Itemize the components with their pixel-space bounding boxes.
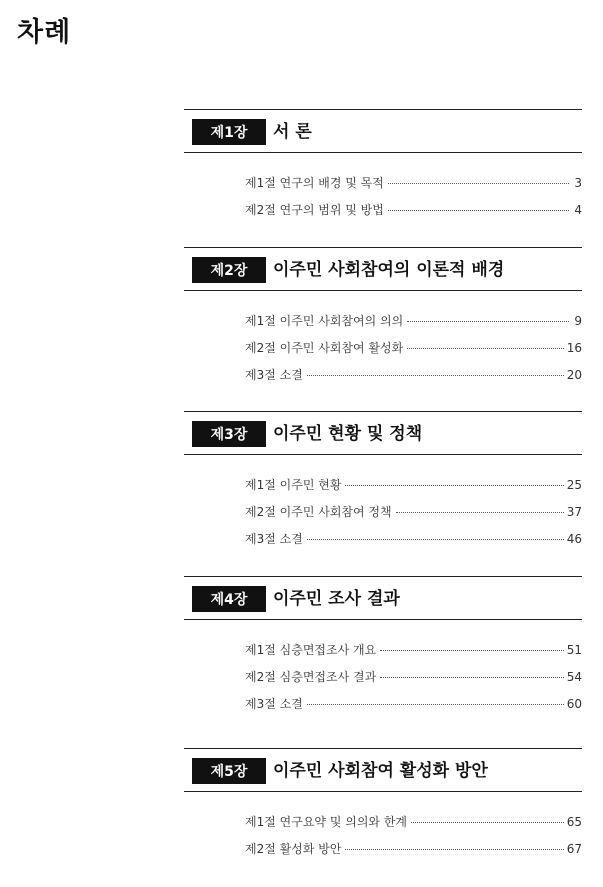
toc-entry[interactable] — [245, 366, 582, 393]
dot-leader — [345, 849, 563, 850]
chapter-4 — [184, 576, 582, 722]
dot-leader — [411, 822, 564, 823]
toc-entry[interactable] — [245, 174, 582, 201]
toc-entry[interactable] — [245, 840, 582, 867]
dot-leader — [388, 210, 569, 211]
chapter-2 — [184, 247, 582, 393]
chapter-label: 제4장 — [192, 586, 266, 612]
chapter-label: 제1장 — [192, 119, 266, 145]
page-number: 51 — [566, 643, 582, 657]
page-number: 9 — [574, 314, 582, 328]
page-number: 65 — [566, 815, 582, 829]
section-title: 제1절 심층면접조사 개요 — [245, 643, 377, 657]
section-list — [184, 312, 582, 393]
chapter-label: 제2장 — [192, 257, 266, 283]
chapter-header — [184, 109, 582, 153]
page-number: 37 — [566, 505, 582, 519]
section-title: 제2절 심층면접조사 결과 — [245, 670, 377, 684]
chapter-5 — [184, 748, 582, 867]
dot-leader — [407, 348, 564, 349]
toc-entry[interactable] — [245, 312, 582, 339]
toc-entry[interactable] — [245, 813, 582, 840]
chapter-title[interactable]: 이주민 사회참여의 이론적 배경 — [273, 260, 505, 280]
section-title: 제2절 이주민 사회참여 정책 — [245, 505, 392, 519]
toc-entry[interactable] — [245, 641, 582, 668]
section-title: 제1절 이주민 현황 — [245, 478, 342, 492]
page-number: 20 — [566, 368, 582, 382]
dot-leader — [396, 512, 564, 513]
section-title: 제3절 소결 — [245, 697, 303, 711]
chapter-label: 제3장 — [192, 421, 266, 447]
chapter-header — [184, 576, 582, 620]
toc-entry[interactable] — [245, 695, 582, 722]
chapter-title[interactable]: 이주민 현황 및 정책 — [273, 424, 423, 444]
page-number: 16 — [566, 341, 582, 355]
dot-leader — [345, 485, 563, 486]
dot-leader — [380, 677, 564, 678]
dot-leader — [307, 375, 564, 376]
toc-entry[interactable] — [245, 201, 582, 228]
section-title: 제2절 활성화 방안 — [245, 842, 342, 856]
page-number: 60 — [566, 697, 582, 711]
page-number: 3 — [574, 176, 582, 190]
section-title: 제2절 이주민 사회참여 활성화 — [245, 341, 404, 355]
chapter-header — [184, 247, 582, 291]
dot-leader — [307, 539, 564, 540]
section-title: 제1절 이주민 사회참여의 의의 — [245, 314, 404, 328]
chapter-label: 제5장 — [192, 758, 266, 784]
section-title: 제1절 연구의 배경 및 목적 — [245, 176, 384, 190]
toc-entry[interactable] — [245, 476, 582, 503]
section-list — [184, 813, 582, 867]
toc-entry[interactable] — [245, 503, 582, 530]
section-list — [184, 174, 582, 228]
toc-entry[interactable] — [245, 339, 582, 366]
page-title: 차례 — [17, 17, 72, 48]
section-list — [184, 476, 582, 557]
toc-entry[interactable] — [245, 668, 582, 695]
chapter-title[interactable]: 서 론 — [273, 122, 312, 142]
page-number: 4 — [574, 203, 582, 217]
dot-leader — [407, 321, 569, 322]
section-list — [184, 641, 582, 722]
page-number: 54 — [566, 670, 582, 684]
section-title: 제3절 소결 — [245, 368, 303, 382]
page-number: 67 — [566, 842, 582, 856]
section-title: 제3절 소결 — [245, 532, 303, 546]
dot-leader — [307, 704, 564, 705]
toc-entry[interactable] — [245, 530, 582, 557]
chapter-1 — [184, 109, 582, 228]
chapter-header — [184, 748, 582, 792]
page-number: 25 — [566, 478, 582, 492]
chapter-title[interactable]: 이주민 조사 결과 — [273, 589, 400, 609]
chapter-header — [184, 411, 582, 455]
chapter-3 — [184, 411, 582, 557]
dot-leader — [388, 183, 569, 184]
dot-leader — [380, 650, 564, 651]
page-number: 46 — [566, 532, 582, 546]
section-title: 제2절 연구의 범위 및 방법 — [245, 203, 384, 217]
section-title: 제1절 연구요약 및 의의와 한계 — [245, 815, 407, 829]
chapter-title[interactable]: 이주민 사회참여 활성화 방안 — [273, 761, 488, 781]
